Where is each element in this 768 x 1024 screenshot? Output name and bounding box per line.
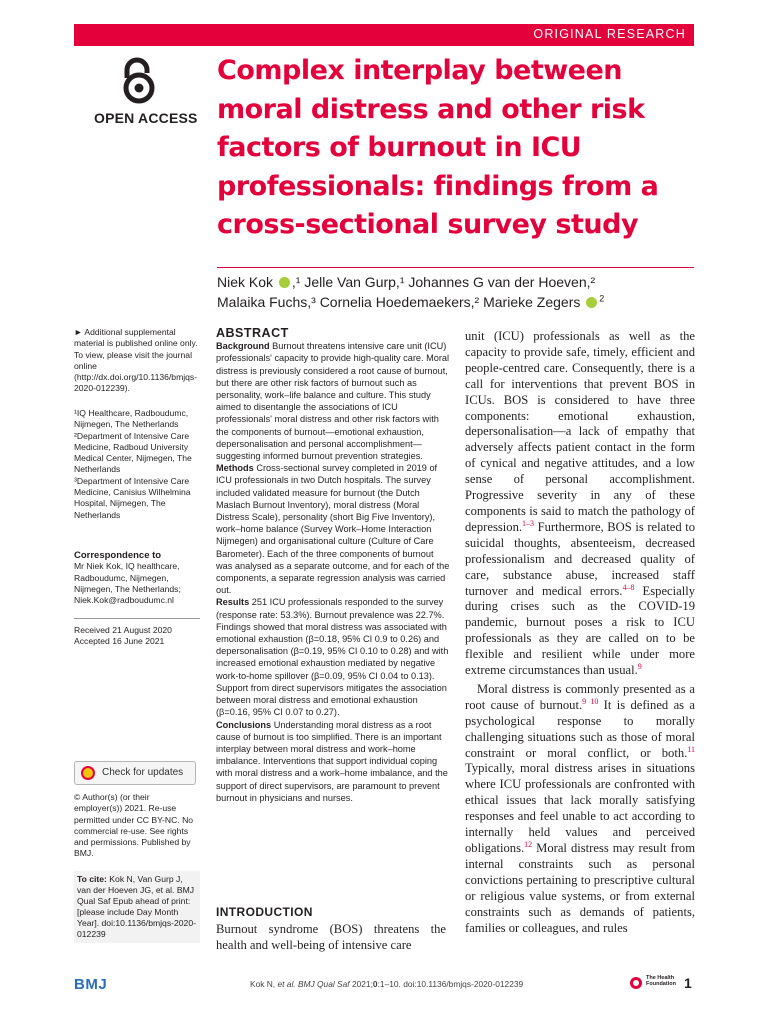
abstract (216, 327, 450, 804)
background-text: Burnout threatens intensive care unit (ICU) professionals' capacity to provide high-quality care. Moral distress is previously considered a root cause of burnout, but there are other risk factors of burnout such as personality, work–life balance and culture. This study aimed to disentangle the associations of ICU professionals' moral distress and other risk factors with the components of burnout—emotional exhaustion, depersonalisation and personal accomplishment—suggesting informed burnout prevention strategies. (216, 341, 450, 462)
copyright-text: © Author(s) (or their employer(s)) 2021. Re-use permitted under CC BY-NC. No commercial re-use. See rights and permissions. Published by BMJ. (74, 792, 194, 859)
sidebar-divider (74, 618, 200, 619)
accepted-date: Accepted 16 June 2021 (74, 636, 165, 647)
copyright-notice (74, 792, 200, 860)
to-cite-box (74, 871, 200, 943)
results-text: 251 ICU professionals responded to the survey (response rate: 53.3%). Burnout prevalence was 22.7%. Findings showed that moral distress was associated with emotional exhaustion (β=0.18, 95% CI 0.9 to 0.26) and depersonalisation (β=0.19, 95% CI 0.10 to 0.28) and with increased emotional exhaustion mediated by negative work-to-home spillover (β=0.09, 95% CI 0.04 to 0.13). Support from direct supervisors mitigates the association between moral distress and emotional exhaustion (β=0.16, 95% CI 0.07 to 0.27). (216, 597, 449, 718)
article-title: Complex interplay between moral distress and other risk factors of burnout in ICU professionals: findings from a cross-sectional survey study (217, 55, 659, 240)
introduction-heading: INTRODUCTION (216, 905, 313, 919)
correspondence-body: Mr Niek Kok, IQ healthcare, Radboudumc, Nijmegen, Nijmegen, The Netherlands; Niek.Kok@radboudumc.nl (74, 561, 181, 606)
methods-text: Cross-sectional survey completed in 2019 of ICU professionals in two Dutch hospitals. The survey included validated measure for burnout (the Dutch Maslach Burnout Inventory), moral distress (Moral Distress Scale), personality (short Big Five Inventory), work–home balance (Survey Work–Home Interaction Nijmegen) and organisational culture (Culture of Care Barometer). Each of the three components of burnout was analysed as a separate outcome, and for each of the components, a separate regression analysis was carried out. (216, 463, 450, 596)
correspondence-heading: Correspondence to (74, 550, 162, 561)
health-foundation-logo (630, 974, 678, 996)
authors-line1-rest: ,¹ Jelle Van Gurp,¹ Johannes G van der Hoeven,² (291, 274, 596, 290)
reference-link[interactable]: 12 (524, 839, 533, 849)
introduction-text: Burnout syndrome (BOS) threatens the health and well-being of intensive care (216, 922, 446, 952)
section-label: ORIGINAL RESEARCH (533, 27, 686, 41)
author-list (217, 272, 694, 312)
affiliation-1: ¹IQ Healthcare, Radboudumc, Nijmegen, The Netherlands (74, 408, 189, 430)
background-label: Background (216, 341, 270, 352)
reference-link[interactable]: 11 (687, 744, 695, 754)
health-foundation-icon (630, 977, 642, 989)
authors-line2: Malaika Fuchs,³ Cornelia Hoedemaekers,² Marieke Zegers (217, 294, 581, 310)
reference-link[interactable]: 4–8 (622, 582, 635, 592)
bmj-logo: BMJ (74, 976, 108, 993)
affiliation-2: ²Department of Intensive Care Medicine, Radboud University Medical Center, Nijmegen, The Netherlands (74, 430, 192, 475)
conclusions-text: Understanding moral distress as a root cause of burnout is too simplified. There is an important interplay between moral distress and work–home imbalance. Interventions that support individual coping with moral distress and a work–home imbalance, and the support of direct supervisors, are paramount to prevent burnout in physicians and nurses. (216, 719, 448, 803)
open-access-icon (119, 56, 159, 104)
page-number: 1 (684, 975, 692, 991)
orcid-icon[interactable] (279, 277, 290, 288)
footer-citation: Kok N, et al. BMJ Qual Saf 2021;0:1–10. doi:10.1136/bmjqs-2020-012239 (250, 979, 524, 989)
affiliations (74, 408, 200, 521)
reference-link[interactable]: 9 10 (582, 696, 599, 706)
abstract-heading: ABSTRACT (216, 326, 289, 340)
author-first[interactable]: Niek Kok (217, 274, 274, 290)
received-date: Received 21 August 2020 (74, 625, 172, 635)
body-paragraph-1: unit (ICU) professionals as well as the capacity to provide safe, timely, efficient and people-centred care. Consequently, there is a call for interventions that prevent BOS in ICUs. BOS is considered to have three components: emotional exhaustion, depersonalisation—a lack of empathy that adversely affects patient contact in the form of cynical and negative attitudes, and a low sense of personal accomplishment. Progressive severity in any of these components is said to match the pathology of depression.$^{1-3}$ Furthermore, BOS is related to suicidal thoughts, absenteeism, decreased professionalism and decreased quality of care, substance abuse, increased staff turnover and medical errors.$^{4-8}$ Especially during crises such as the COVID-19 pandemic, burnout poses a risk to ICU professionals as they are called on to be flexible and resilient while under more extreme circumstances than usual.$^9$ (465, 329, 696, 678)
body-paragraph-2: Moral distress is commonly presented as a root cause of burnout.$^{9 10}$ It is defined as a psychological response to morally challenging situations such as those of moral constraint or moral conflict, or both.$^{11}$ Typically, moral distress arises in situations where ICU professionals are confronted with ethical issues that lack morally satisfying responses and feel unable to act according to internally held values and perceived obligations.$^{12}$ Moral distress may result from internal constraints such as personal convictions pertaining to prescriptive cultural or religious value systems, or from external constraints such as demands of patients, families or colleagues, and rules (465, 681, 696, 935)
reference-link[interactable]: 1–3 (522, 518, 535, 528)
check-for-updates-button[interactable] (74, 761, 196, 785)
correspondence (74, 550, 200, 606)
open-access-badge (94, 56, 198, 126)
orcid-icon[interactable] (586, 297, 597, 308)
section-banner (74, 24, 694, 46)
open-access-label: OPEN ACCESS (94, 110, 198, 126)
to-cite-label: To cite: (77, 874, 107, 884)
body-column (465, 329, 695, 936)
author-last-affil: 2 (599, 293, 605, 304)
crossmark-icon (81, 766, 95, 780)
supplemental-note (74, 327, 200, 395)
conclusions-label: Conclusions (216, 719, 272, 730)
affiliation-3: ³Department of Intensive Care Medicine, Canisius Wilhelmina Hospital, Nijmegen, The Netherlands (74, 475, 191, 520)
authors-divider (217, 267, 694, 268)
results-label: Results (216, 597, 250, 608)
check-for-updates-label: Check for updates (102, 767, 184, 778)
methods-label: Methods (216, 463, 254, 474)
health-foundation-label: The Health Foundation (646, 975, 676, 987)
supplemental-text: ► Additional supplemental material is published online only. To view, please visit the journal online (http://dx.doi.org/10.1136/bmjqs-2020-012239). (74, 327, 198, 394)
reference-link[interactable]: 9 (637, 661, 642, 671)
dates (74, 625, 200, 648)
to-cite-body: Kok N, Van Gurp J, van der Hoeven JG, et al. BMJ Qual Saf Epub ahead of print: [please include Day Month Year]. doi:10.1136/bmjqs-2020-012239 (77, 874, 196, 939)
